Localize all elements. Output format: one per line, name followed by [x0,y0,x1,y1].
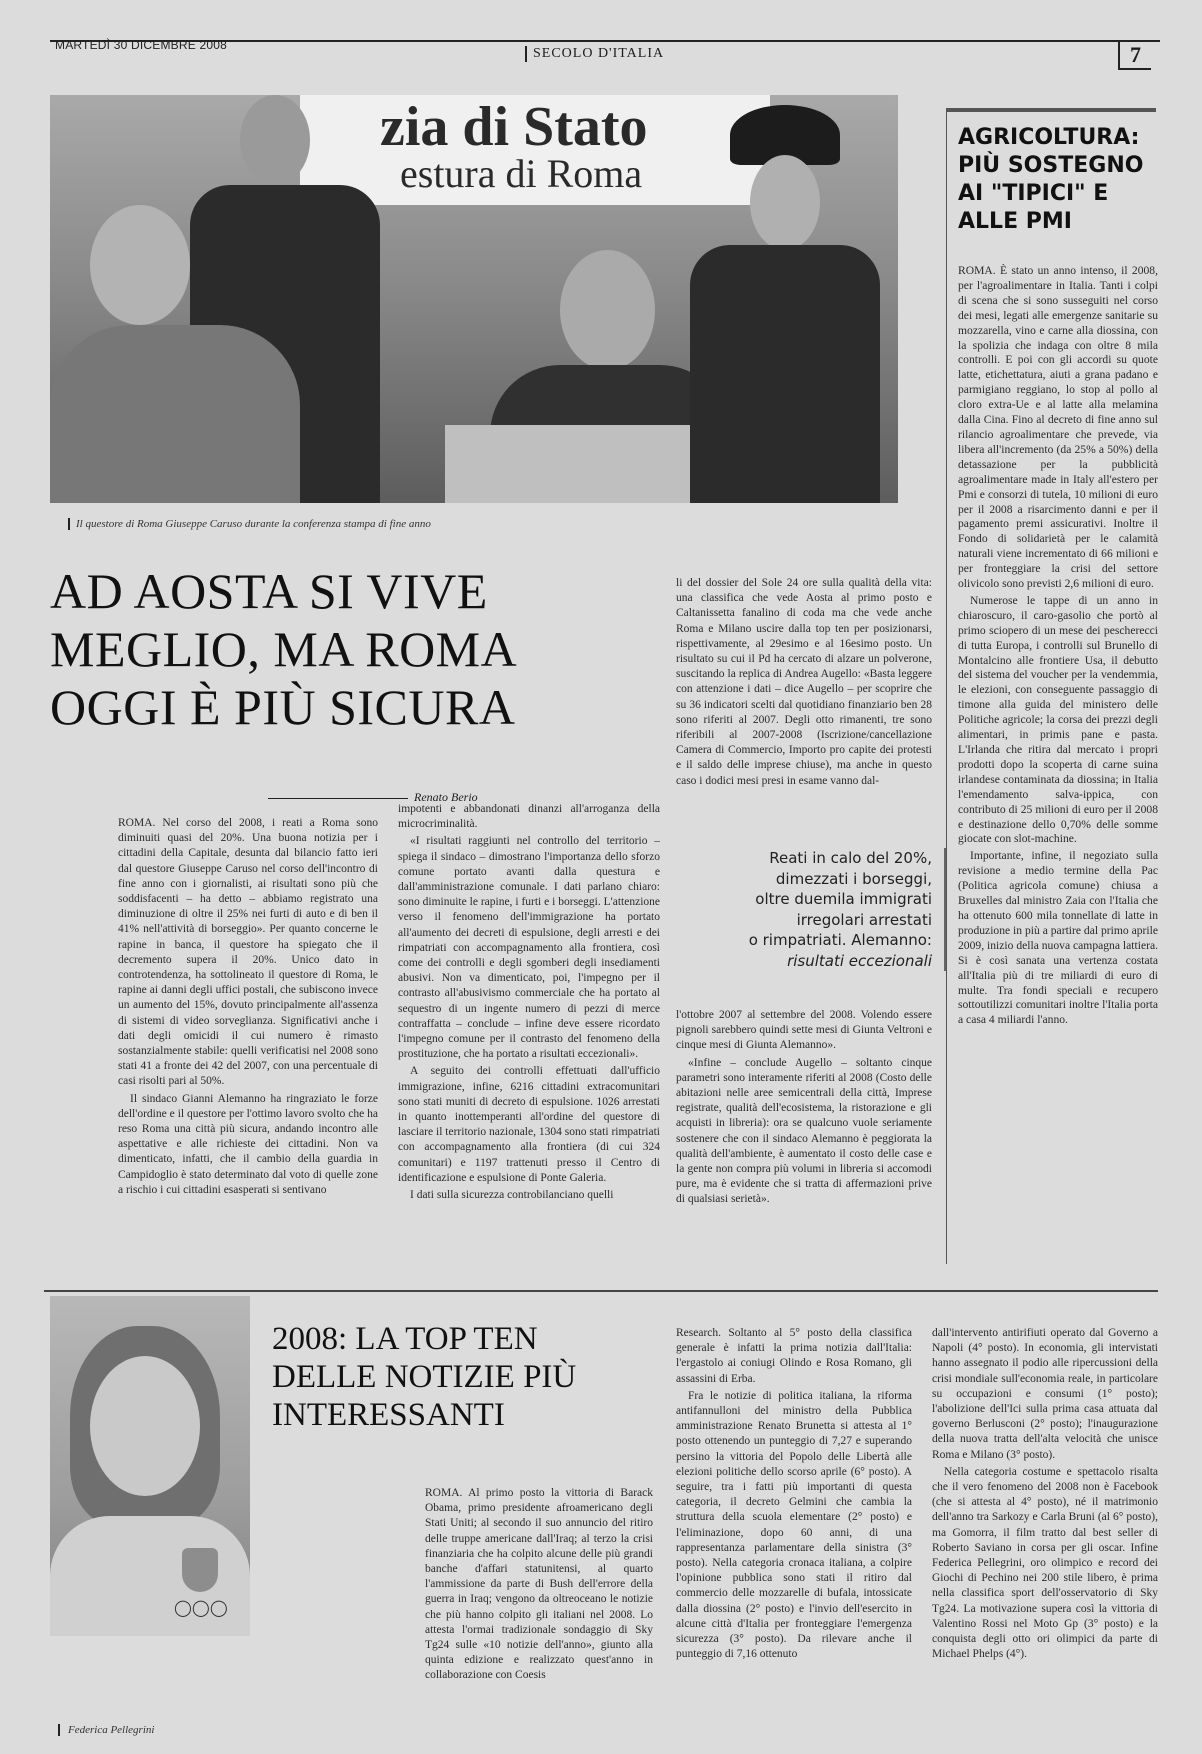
paragraph: dall'intervento antirifiuti operato dal Governo a Napoli (4° posto). In economia, gli intervistati hanno assegnato il podio alle ripercussioni della crisi mondiale sull'economia reale, in particolare su occupazioni e consumi (1° posto); l'abolizione dell'Ici sulla prima casa attuata dal governo Berlusconi (2° posto); l'inaugurazione della nuova tratta dell'alta velocità che unisce Roma e Milano (3° posto). [932,1327,1158,1461]
paragraph: A seguito dei controlli effettuati dall'ufficio immigrazione, infine, 6216 cittadini extracomunitari sono stati muniti di decreto di espulsione. 1026 arrestati in quanto inottemperanti all'ordine del questore di lasciare il territorio nazionale, 1304 sono stati rimpatriati con accompagnamento alla frontiera (di cui 324 comunitari) e 1197 trattenuti presso il Centro di identificazione e espulsione di Ponte Galeria. [398,1065,660,1184]
pull-quote-line: oltre duemila immigrati [755,890,932,908]
issue-date: MARTEDÌ 30 DICEMBRE 2008 [55,38,227,52]
police-officer-standing-right [690,245,880,503]
pull-quote-line: o rimpatriati. Alemanno: [748,931,932,949]
pull-quote [692,848,946,971]
photo-caption-2: Federica Pellegrini [58,1724,154,1736]
pull-quote-line: dimezzati i borseggi, [775,869,932,888]
newspaper-name: SECOLO D'ITALIA [525,46,664,62]
paragraph: l'ottobre 2007 al settembre del 2008. Volendo essere pignoli sarebbero quindi sette mesi di Giunta Veltroni e cinque mesi di Giunta Alemanno». [676,1009,932,1052]
pull-quote-line: risultati eccezionali [787,951,932,970]
second-headline: 2008: LA TOP TEN DELLE NOTIZIE PIÙ INTERESSANTI [272,1321,577,1433]
pull-quote-line: irregolari arrestati [796,910,932,929]
paragraph: ROMA. Al primo posto la vittoria di Barack Obama, primo presidente afroamericano degli Stati Uniti; al secondo il suo annuncio del ritiro delle truppe americane dall'Iraq; al terzo la crisi finanziaria che ha colpito alcune delle più grandi banche d'affari statunitensi, al quarto l'ammissione da parte di Bush dell'errore della guerra in Iraq; vengono da oltreoceano le notizie che più hanno colpito gli italiani nel 2008. Lo attesta l'ormai tradizionale sondaggio di Sky Tg24 sulle «10 notizie dell'anno», giunto alla quinta edizione e realizzato quest'anno in collaborazione con Coesis [425,1487,653,1682]
article-column-3-bottom [676,1008,932,1264]
female-officer-head [750,155,820,250]
paragraph: Nella categoria costume e spettacolo risalta che il vero fenomeno del 2008 non è Facebook (che si attesta al 4° posto), né il matrimonio dell'anno tra Sarkozy e Carla Bruni (al 6° posto), ma Gomorra, il film tratto dal best seller di Roberto Saviano in corsa per gli oscar. Infine Federica Pellegrini, oro olimpico e record dei Giochi di Pechino nei 200 stile libero, è prima nella classifica sport dell'osservatorio di Sky Tg24. La motivazione supera così la vittoria di Valentino Rossi nel Moto Gp (3° posto) e la conquista degli otto ori olimpici da parte di Michael Phelps (4°). [932,1465,1158,1661]
soldier-camouflage [50,325,300,503]
sidebar-top-rule [946,108,1156,112]
byline: Renato Berio [268,790,478,805]
banner-text-line1: zia di Stato [380,96,648,158]
paragraph: impotenti e abbandonati dinanzi all'arroganza della microcriminalità. [398,803,660,831]
questore-head [560,250,655,370]
paragraph: «I risultati raggiunti nel controllo del territorio – spiega il sindaco – dimostrano l'importanza dello sforzo comune portato avanti dalla questura e dall'amministrazione comunale. I dati parlano chiaro: sono diminuite le rapine, i furti e i borseggi. L'attenzione verso il fenomeno dell'immigrazione ha portato all'aumento dei decreti di espulsione, degli arresti e dei rimpatriati con accompagnamento alla frontiera, così come dei controlli e degli sgomberi degli insediamenti abusivi. Non va dimenticato, poi, l'impegno per il contrasto all'abusivismo commerciale che ha portato al sequestro di un ingente numero di pezzi di merce contraffatta – conclude – infine deve essere ricordato l'impegno comune per il contrasto del fenomeno della prostituzione, che ha portato a risultati eccezionali». [398,835,660,1061]
sidebar-divider [946,108,947,1264]
paragraph: Numerose le tappe di un anno in chiaroscuro, il caro-gasolio che portò al primo sciopero di un mese dei pescherecci di tutta Europa, i controlli sul Brunello di Montalcino alle frontiere Usa, il debutto del sistema del voucher per la vendemmia, le elezioni, con conseguente passaggio di timone alla guida del ministero delle Politiche agricole; la corsa dei prezzi degli alimentari, in primis pane e pasta. L'Irlanda che ritira dal mercato i propri prodotti dopo la scoperta di carne suina irlandese contaminata da diossina; in Italia l'emendamento salva-ippica, con contributo di 25 milioni di euro per il 2008 e destinazione dello 0,70% delle somme giocate con slot-machine. [958,593,1158,846]
face [90,1356,200,1496]
paragraph: li del dossier del Sole 24 ore sulla qualità della vita: una classifica che vede Aosta al primo posto e Caltanissetta fanalino di coda ma che vede anche Roma e Milano uscire dalla top ten per posizionarsi, rispettivamente, al 29esimo e al 16esimo posto. Un risultato su cui il Pd ha cercato di alzare un polverone, suscitando la replica di Andrea Augello: «Basta leggere con attenzione i dati – dice Augello – per scoprire che su 36 indicatori scelti dal quotidiano finanziario ben 28 sono riferiti al 2007. Degli otto rimanenti, tre sono riferibili al 2007-2008 (Iscrizione/cancellazione Camera di Commercio, Importo pro capite dei protesti e il saldo delle imprese chiuse), ma anche in questo caso i dodici mesi presi in esame vanno dal- [676,577,932,787]
article-column-1 [118,816,378,1264]
article-column-3-top [676,576,932,830]
second-article-column-2 [676,1326,912,1738]
torso [50,1516,250,1636]
soldier-head [90,205,190,325]
paragraph: Fra le notizie di politica italiana, la riforma antifannulloni del ministro della Pubblica amministrazione Renato Brunetta si attesta al 1° posto ottenendo un punteggio di 7,27 e superando persino la vittoria del Popolo delle Libertà alle elezioni politiche dello scorso aprile (6° posto). A seguire, tra i fatti più importanti di questa categoria, il decreto Gelmini che cambia la struttura della scuola elementare (2° posto) e l'eliminazione, dopo 60 anni, di una rappresentanza parlamentare della sinistra (3° posto). Nella categoria cronaca italiana, a colpire l'opinione pubblica sono stati il ritiro dal commercio delle mozzarelle di bufala, intossicate dalla diossina (2° posto) e l'invio dell'esercito in alcune città d'Italia per fronteggiare l'emergenza sicurezza (3° posto). Da rilevare anche il punteggio di 7,16 ottenuto [676,1389,912,1661]
paragraph: Il sindaco Gianni Alemanno ha ringraziato le forze dell'ordine e il questore per l'ottimo lavoro svolto che ha reso Roma una città più sicura, andando incontro alle aspettative e alle richieste dei cittadini. Non va dimenticato, infatti, che il cambio della guardia in Campidoglio è stato determinato dal voto di quelle zone a rischio i cui cittadini esasperati si sentivano [118,1092,378,1196]
main-headline: AD AOSTA SI VIVE MEGLIO, MA ROMA OGGI È PIÙ SICURA [50,563,516,735]
paragraph: ROMA. È stato un anno intenso, il 2008, per l'agroalimentare in Italia. Tanti i colpi di scena che si sono susseguiti nel corso dei mesi, legati alle emergenze sanitarie su mozzarella, vino e carne alla diossina, con la spolizia che indaga con oltre 8 mila controlli. E poi con gli accordi su quote latte, etichettatura, aiuti a grana padano e parmigiano reggiano, lo stop al pollo al cloro extra-Ue e al latte alla melamina dalla Cina. Fino al decreto di fine anno sul rilancio agroalimentare che prevede, via libera all'incremento (da 25% a 50%) della detassazione per la pubblicità agroalimentare made in Italy all'estero per Pmi e consorzi di tutela, 10 milioni di euro per il 2008 a risarcimento danni e per il pagamento premi assicurativi. Inoltre il Fondo di solidarietà per le calamità naturali viene incrementato di 66 milioni e per fronteggiare la crisi del settore olivicolo sono previsti 2,6 milioni di euro. [958,264,1158,591]
swimmer-photo [50,1296,250,1636]
second-article-column-3 [932,1326,1158,1738]
paragraph: I dati sulla sicurezza controbilanciano quelli [410,1189,614,1202]
pull-quote-line: Reati in calo del 20%, [769,849,932,867]
page-number: 7 [1118,42,1151,70]
olympic-rings-icon: ◯◯◯ [174,1598,228,1617]
officer-head [240,95,310,185]
second-article-column-1 [425,1486,653,1738]
press-conference-photo [50,95,898,503]
sidebar-headline: AGRICOLTURA: PIÙ SOSTEGNO AI "TIPICI" E ALLE PMI [958,125,1144,234]
photo-caption: Il questore di Roma Giuseppe Caruso durante la conferenza stampa di fine anno [68,518,431,530]
paragraph: Research. Soltanto al 5° posto della classifica generale è infatti la prima notizia dall'Italia: l'ergastolo ai coniugi Olindo e Rosa Romano, gli assassini di Erba. [676,1327,912,1385]
section-divider [44,1290,1158,1292]
paragraph: ROMA. Nel corso del 2008, i reati a Roma sono diminuiti quasi del 20%. Una buona notizia per i cittadini della Capitale, desunta dal bilancio fatto ieri dal questore Giuseppe Caruso nel corso dell'incontro di fine anno con i giornalisti, ai risultati sono più che soddisfacenti – ha detto – abbiamo registrato una diminuzione di oltre il 25% nei furti di auto e di ben il 41% nell'attività di borseggio». Per quanto concerne le rapine in banca, il questore ha spiegato che il decremento supera il 20%. Unico dato in controtendenza, ha sottolineato il questore di Roma, le rapine ai danni degli uffici postali, che subiscono invece un aumento del 15%, dovuto principalmente all'assenza di sistemi di video sorveglianza. Significativi anche i dati degli omicidi il cui numero è rimasto sostanzialmente stabile: quelli verificatisi nel 2008 sono stati 41 a fronte dei 42 del 2007, con una percentuale di casi risolti pari al 50%. [118,817,378,1088]
paragraph: Importante, infine, il negoziato sulla revisione a medio termine della Pac (Politica agricola comune) chiusa a Bruxelles dal ministro Zaia con l'Italia che ha ottenuto 600 mila tonnellate di latte in produzione in più a partire dal primo aprile 2009, inizio della nuova campagna lattiera. Si è così sanata una vertenza costata all'Italia più di tre miliardi di euro di multe. Tra fondi speciali e recupero sottoutilizzi comunitari inoltre l'Italia porta a casa 4 miliardi l'anno. [958,849,1158,1027]
paragraph: «Infine – conclude Augello – soltanto cinque parametri sono interamente riferiti al 2008 (Costo delle abitazioni nelle aree semicentrali della città, Imprese registrate, qualità dell'ecosistema, la ristorazione e gli acquisti in libreria): ora se qualcuno vuole seriamente sostenere che con il sindaco Alemanno è peggiorata la qualità dell'ambiente, è aumentato il costo delle case e la gente non compra più volumi in libreria si accomodi pure, ma è evidente che si tratta di affermazioni prive di qualsiasi serietà». [676,1056,932,1206]
banner-text-line2: estura di Roma [400,151,643,196]
article-column-2 [398,802,660,1264]
italy-shield-icon [182,1548,218,1592]
sidebar-body [958,264,1158,1268]
